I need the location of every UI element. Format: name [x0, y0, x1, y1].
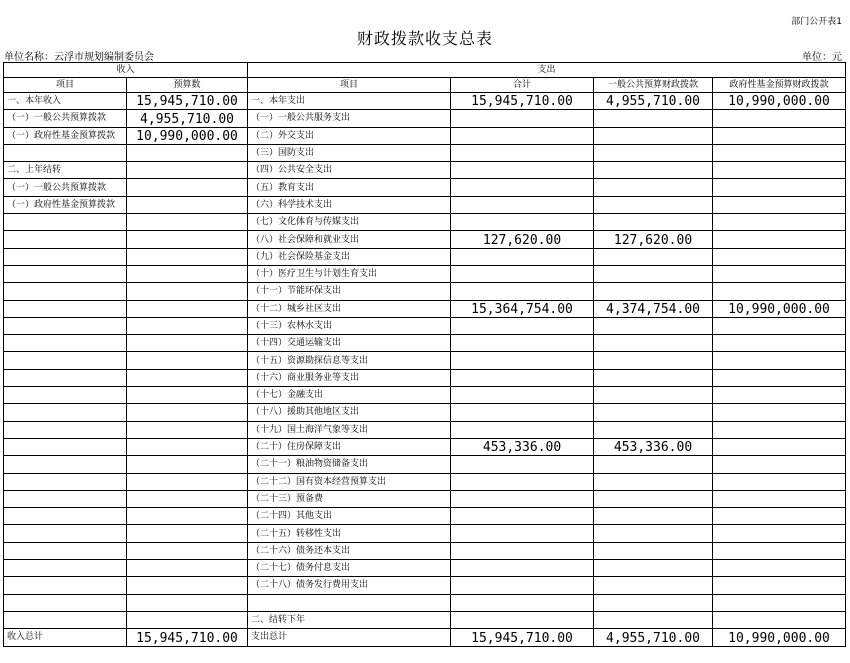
- income-budget-cell: [127, 179, 248, 196]
- expense-item-cell: 二、结转下年: [248, 611, 451, 628]
- fund-budget-cell: [713, 525, 846, 542]
- fund-budget-cell: [713, 231, 846, 248]
- expense-total-cell: [451, 456, 594, 473]
- table-row: [4, 369, 846, 386]
- income-budget-cell: [127, 214, 248, 231]
- income-budget-cell: 15,945,710.00: [127, 93, 248, 110]
- income-item-cell: [4, 421, 127, 438]
- general-budget-cell: [594, 473, 713, 490]
- income-item-cell: [4, 387, 127, 404]
- table-row: [4, 214, 846, 231]
- fund-budget-cell: [713, 404, 846, 421]
- income-budget-cell: [127, 231, 248, 248]
- fund-budget-header: 政府性基金预算财政拨款: [713, 78, 846, 93]
- expense-item-cell: （七）文化体育与传媒支出: [248, 214, 451, 231]
- expense-item-cell: （十七）金融支出: [248, 387, 451, 404]
- table-row: [4, 335, 846, 352]
- income-item-cell: 收入总计: [4, 629, 127, 646]
- income-budget-cell: [127, 525, 248, 542]
- general-budget-cell: 4,955,710.00: [594, 93, 713, 110]
- fund-budget-cell: [713, 196, 846, 213]
- table-row: [4, 456, 846, 473]
- expense-item-cell: （三）国防支出: [248, 144, 451, 161]
- table-row: [4, 93, 846, 110]
- general-budget-cell: [594, 265, 713, 282]
- expense-total-cell: [451, 110, 594, 127]
- section-header-row: [4, 63, 846, 78]
- expense-total-cell: [451, 404, 594, 421]
- general-budget-cell: [594, 387, 713, 404]
- fund-budget-cell: [713, 611, 846, 628]
- expense-item-cell: （十四）交通运输支出: [248, 335, 451, 352]
- fund-budget-cell: [713, 577, 846, 594]
- general-budget-cell: 4,955,710.00: [594, 629, 713, 646]
- income-budget-cell: [127, 248, 248, 265]
- expense-item-cell: （八）社会保障和就业支出: [248, 231, 451, 248]
- income-budget-cell: [127, 404, 248, 421]
- general-budget-cell: [594, 404, 713, 421]
- expense-item-cell: 一、本年支出: [248, 93, 451, 110]
- income-budget-cell: [127, 317, 248, 334]
- expense-item-cell: （十五）资源勘探信息等支出: [248, 352, 451, 369]
- income-item-cell: [4, 508, 127, 525]
- expense-item-cell: （二十六）债务还本支出: [248, 542, 451, 559]
- income-item-cell: [4, 404, 127, 421]
- expense-total-cell: [451, 317, 594, 334]
- income-budget-cell: [127, 577, 248, 594]
- expense-item-cell: （四）公共安全支出: [248, 162, 451, 179]
- income-item-cell: 一、本年收入: [4, 93, 127, 110]
- income-budget-cell: 4,955,710.00: [127, 110, 248, 127]
- expense-total-cell: 15,364,754.00: [451, 300, 594, 317]
- expense-item-cell: （二十五）转移性支出: [248, 525, 451, 542]
- table-row: [4, 490, 846, 507]
- budget-summary-table: [3, 62, 846, 647]
- expense-total-cell: [451, 196, 594, 213]
- income-item-cell: [4, 335, 127, 352]
- expense-item-cell: （五）教育支出: [248, 179, 451, 196]
- expense-item-cell: （十六）商业服务业等支出: [248, 369, 451, 386]
- expense-total-cell: [451, 352, 594, 369]
- expense-total-cell: 15,945,710.00: [451, 629, 594, 646]
- expense-total-cell: [451, 611, 594, 628]
- table-row: [4, 110, 846, 127]
- table-row: [4, 508, 846, 525]
- table-row: [4, 162, 846, 179]
- income-item-cell: （一）一般公共预算拨款: [4, 179, 127, 196]
- income-item-cell: [4, 473, 127, 490]
- fund-budget-cell: [713, 317, 846, 334]
- expense-total-cell: 127,620.00: [451, 231, 594, 248]
- expense-item-cell: （十八）援助其他地区支出: [248, 404, 451, 421]
- income-item-cell: （一）政府性基金预算拨款: [4, 127, 127, 144]
- general-budget-cell: [594, 421, 713, 438]
- general-budget-cell: 453,336.00: [594, 438, 713, 455]
- general-budget-cell: [594, 369, 713, 386]
- income-item-cell: [4, 560, 127, 577]
- income-item-cell: [4, 438, 127, 455]
- income-budget-cell: [127, 594, 248, 611]
- fund-budget-cell: [713, 456, 846, 473]
- expense-item-cell: （十九）国土海洋气象等支出: [248, 421, 451, 438]
- table-row: [4, 525, 846, 542]
- total-header: 合计: [451, 78, 594, 93]
- general-budget-cell: [594, 283, 713, 300]
- expense-item-cell: （一）一般公共服务支出: [248, 110, 451, 127]
- income-budget-cell: 15,945,710.00: [127, 629, 248, 646]
- expense-header: 支出: [248, 63, 846, 78]
- fund-budget-cell: [713, 144, 846, 161]
- fund-budget-cell: [713, 248, 846, 265]
- general-budget-cell: [594, 144, 713, 161]
- expense-item-cell: （十一）节能环保支出: [248, 283, 451, 300]
- general-budget-cell: [594, 577, 713, 594]
- expense-total-cell: [451, 560, 594, 577]
- table-row: [4, 542, 846, 559]
- general-budget-cell: [594, 560, 713, 577]
- income-budget-cell: [127, 542, 248, 559]
- expense-total-cell: 15,945,710.00: [451, 93, 594, 110]
- income-item-cell: （一）一般公共预算拨款: [4, 110, 127, 127]
- expense-total-cell: [451, 369, 594, 386]
- general-budget-cell: [594, 110, 713, 127]
- table-row: [4, 144, 846, 161]
- expense-item-cell: [248, 594, 451, 611]
- income-item-cell: 二、上年结转: [4, 162, 127, 179]
- income-budget-cell: [127, 611, 248, 628]
- general-budget-cell: [594, 196, 713, 213]
- expense-item-cell: （二十）住房保障支出: [248, 438, 451, 455]
- expense-total-cell: [451, 594, 594, 611]
- fund-budget-cell: [713, 490, 846, 507]
- income-budget-cell: [127, 438, 248, 455]
- table-row: [4, 300, 846, 317]
- table-row: [4, 283, 846, 300]
- income-item-cell: [4, 611, 127, 628]
- income-budget-cell: [127, 335, 248, 352]
- expense-item-cell: （二十一）粮油物资储备支出: [248, 456, 451, 473]
- expense-total-cell: [451, 144, 594, 161]
- general-budget-cell: [594, 352, 713, 369]
- expense-item-header: 项目: [248, 78, 451, 93]
- table-row: [4, 404, 846, 421]
- income-budget-cell: [127, 560, 248, 577]
- general-budget-header: 一般公共预算财政拨款: [594, 78, 713, 93]
- fund-budget-cell: [713, 387, 846, 404]
- table-row: [4, 594, 846, 611]
- income-item-cell: [4, 248, 127, 265]
- income-item-cell: （一）政府性基金预算拨款: [4, 196, 127, 213]
- table-row: [4, 629, 846, 646]
- fund-budget-cell: 10,990,000.00: [713, 629, 846, 646]
- expense-item-cell: （六）科学技术支出: [248, 196, 451, 213]
- expense-total-cell: 453,336.00: [451, 438, 594, 455]
- expense-total-cell: [451, 577, 594, 594]
- fund-budget-cell: [713, 369, 846, 386]
- income-item-cell: [4, 490, 127, 507]
- expense-total-cell: [451, 508, 594, 525]
- general-budget-cell: 4,374,754.00: [594, 300, 713, 317]
- expense-item-cell: （二十四）其他支出: [248, 508, 451, 525]
- general-budget-cell: [594, 525, 713, 542]
- table-body: [4, 93, 846, 647]
- fund-budget-cell: [713, 438, 846, 455]
- fund-budget-cell: [713, 542, 846, 559]
- fund-budget-cell: [713, 127, 846, 144]
- expense-total-cell: [451, 490, 594, 507]
- income-item-cell: [4, 144, 127, 161]
- general-budget-cell: [594, 179, 713, 196]
- general-budget-cell: 127,620.00: [594, 231, 713, 248]
- general-budget-cell: [594, 456, 713, 473]
- expense-total-cell: [451, 265, 594, 282]
- expense-total-cell: [451, 248, 594, 265]
- general-budget-cell: [594, 611, 713, 628]
- unit-name: 单位名称：云浮市规划编制委员会: [4, 52, 154, 63]
- income-item-cell: [4, 577, 127, 594]
- table-row: [4, 179, 846, 196]
- table-row: [4, 473, 846, 490]
- expense-total-cell: [451, 473, 594, 490]
- expense-total-cell: [451, 162, 594, 179]
- table-number-label: 部门公开表1: [791, 17, 842, 27]
- income-item-cell: [4, 352, 127, 369]
- income-budget-cell: [127, 473, 248, 490]
- expense-total-cell: [451, 214, 594, 231]
- table-row: [4, 387, 846, 404]
- income-item-cell: [4, 369, 127, 386]
- expense-item-cell: 支出总计: [248, 629, 451, 646]
- table-row: [4, 265, 846, 282]
- general-budget-cell: [594, 214, 713, 231]
- income-item-cell: [4, 525, 127, 542]
- table-row: [4, 438, 846, 455]
- page-title: 财政拨款收支总表: [356, 29, 493, 48]
- table-row: [4, 611, 846, 628]
- table-row: [4, 196, 846, 213]
- general-budget-cell: [594, 127, 713, 144]
- income-budget-cell: [127, 352, 248, 369]
- income-budget-cell: [127, 421, 248, 438]
- table-row: [4, 127, 846, 144]
- fund-budget-cell: [713, 283, 846, 300]
- general-budget-cell: [594, 490, 713, 507]
- expense-item-cell: （十三）农林水支出: [248, 317, 451, 334]
- general-budget-cell: [594, 542, 713, 559]
- fund-budget-cell: 10,990,000.00: [713, 300, 846, 317]
- expense-item-cell: （二十二）国有资本经营预算支出: [248, 473, 451, 490]
- fund-budget-cell: [713, 265, 846, 282]
- income-budget-cell: [127, 387, 248, 404]
- income-item-cell: [4, 283, 127, 300]
- table-row: [4, 231, 846, 248]
- expense-item-cell: （二十八）债务发行费用支出: [248, 577, 451, 594]
- general-budget-cell: [594, 248, 713, 265]
- table-row: [4, 317, 846, 334]
- income-budget-cell: [127, 162, 248, 179]
- income-budget-cell: [127, 283, 248, 300]
- expense-total-cell: [451, 283, 594, 300]
- income-item-cell: [4, 231, 127, 248]
- income-item-cell: [4, 214, 127, 231]
- fund-budget-cell: [713, 473, 846, 490]
- general-budget-cell: [594, 162, 713, 179]
- income-budget-cell: [127, 196, 248, 213]
- fund-budget-cell: [713, 110, 846, 127]
- expense-item-cell: （九）社会保险基金支出: [248, 248, 451, 265]
- income-budget-cell: [127, 265, 248, 282]
- expense-item-cell: （二十七）债务付息支出: [248, 560, 451, 577]
- income-item-cell: [4, 542, 127, 559]
- income-budget-cell: 10,990,000.00: [127, 127, 248, 144]
- fund-budget-cell: [713, 421, 846, 438]
- expense-total-cell: [451, 542, 594, 559]
- income-item-cell: [4, 265, 127, 282]
- general-budget-cell: [594, 594, 713, 611]
- income-item-cell: [4, 456, 127, 473]
- income-budget-cell: [127, 456, 248, 473]
- general-budget-cell: [594, 508, 713, 525]
- fund-budget-cell: [713, 162, 846, 179]
- expense-total-cell: [451, 335, 594, 352]
- expense-item-cell: （十二）城乡社区支出: [248, 300, 451, 317]
- expense-total-cell: [451, 179, 594, 196]
- income-item-cell: [4, 594, 127, 611]
- fund-budget-cell: [713, 560, 846, 577]
- income-budget-cell: [127, 300, 248, 317]
- fund-budget-cell: [713, 214, 846, 231]
- table-row: [4, 577, 846, 594]
- expense-total-cell: [451, 127, 594, 144]
- budget-header: 预算数: [127, 78, 248, 93]
- table-row: [4, 248, 846, 265]
- unit-label: 单位：元: [802, 52, 842, 63]
- general-budget-cell: [594, 335, 713, 352]
- expense-total-cell: [451, 421, 594, 438]
- income-item-header: 项目: [4, 78, 127, 93]
- general-budget-cell: [594, 317, 713, 334]
- column-header-row: [4, 78, 846, 93]
- table-row: [4, 421, 846, 438]
- expense-item-cell: （二十三）预备费: [248, 490, 451, 507]
- expense-total-cell: [451, 525, 594, 542]
- fund-budget-cell: [713, 179, 846, 196]
- income-item-cell: [4, 300, 127, 317]
- fund-budget-cell: 10,990,000.00: [713, 93, 846, 110]
- income-header: 收入: [4, 63, 248, 78]
- income-budget-cell: [127, 490, 248, 507]
- income-budget-cell: [127, 144, 248, 161]
- expense-item-cell: （十）医疗卫生与计划生育支出: [248, 265, 451, 282]
- expense-item-cell: （二）外交支出: [248, 127, 451, 144]
- fund-budget-cell: [713, 335, 846, 352]
- expense-total-cell: [451, 387, 594, 404]
- fund-budget-cell: [713, 352, 846, 369]
- income-item-cell: [4, 317, 127, 334]
- fund-budget-cell: [713, 594, 846, 611]
- table-row: [4, 560, 846, 577]
- income-budget-cell: [127, 508, 248, 525]
- income-budget-cell: [127, 369, 248, 386]
- fund-budget-cell: [713, 508, 846, 525]
- table-row: [4, 352, 846, 369]
